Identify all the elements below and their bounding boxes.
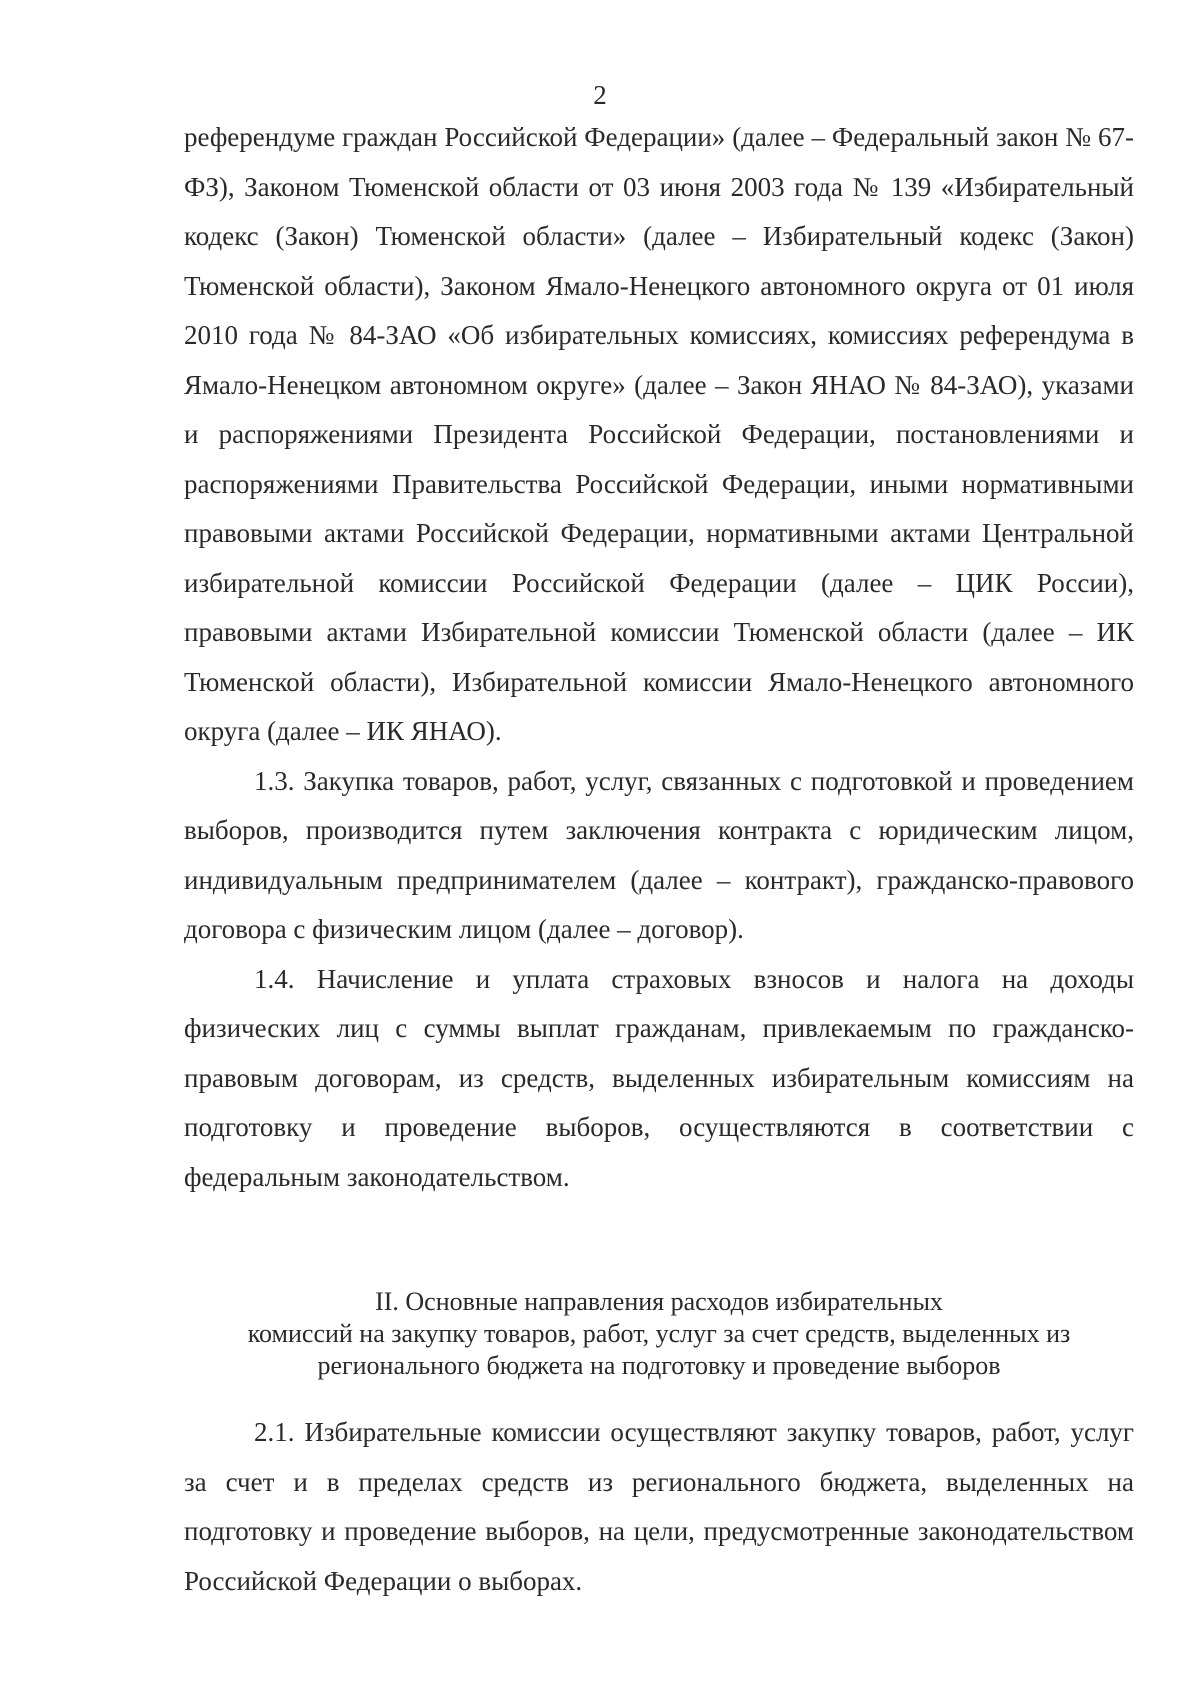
section-heading-line-3: регионального бюджета на подготовку и проведение выборов [317,1351,1001,1380]
paragraph-2-1: 2.1. Избирательные комиссии осуществляют закупку товаров, работ, услуг за счет и в пределах средств из регионального бюджета, выделенных на подготовку и проведение выборов, на цели, предусмотренные законодательством Российской Федерации о выборах. [184,1417,1134,1596]
section-heading-line-1: II. Основные направления расходов избирательных [375,1287,943,1316]
page-number: 2 [593,80,607,110]
paragraph-1-4: 1.4. Начисление и уплата страховых взносов и налога на доходы физических лиц с суммы выплат гражданам, привлекаемым по гражданско-правовым договорам, из средств, выделенных избирательным комиссиям на подготовку и проведение выборов, осуществляются в соответствии с федеральным законодательством. [184,963,1134,1192]
section-heading [184,1286,1134,1382]
paragraph-1-3: 1.3. Закупка товаров, работ, услуг, связанных с подготовкой и проведением выборов, производится путем заключения контракта с юридическим лицом, индивидуальным предпринимателем (далее – контракт), гражданско-правового договора с физическим лицом (далее – договор). [184,765,1134,944]
body-text-bottom [184,1408,1134,1606]
body-text-top [184,113,1134,1202]
section-heading-line-2: комиссий на закупку товаров, работ, услуг за счет средств, выделенных из [247,1319,1071,1348]
paragraph-continuation: референдуме граждан Российской Федерации» (далее – Федеральный закон № 67-ФЗ), Законом Тюменской области от 03 июня 2003 года № 139 «Избирательный кодекс (Закон) Тюменской области» (далее – Избирательный кодекс (Закон) Тюменской области), Законом Ямало-Ненецкого автономного округа от 01 июля 2010 года № 84-ЗАО «Об избирательных комиссиях, комиссиях референдума в Ямало-Ненецком автономном округе» (далее – Закон ЯНАО № 84-ЗАО), указами и распоряжениями Президента Российской Федерации, постановлениями и распоряжениями Правительства Российской Федерации, иными нормативными правовыми актами Российской Федерации, нормативными актами Центральной избирательной комиссии Российской Федерации (далее – ЦИК России), правовыми актами Избирательной комиссии Тюменской области (далее – ИК Тюменской области), Избирательной комиссии Ямало-Ненецкого автономного округа (далее – ИК ЯНАО). [184,122,1134,746]
